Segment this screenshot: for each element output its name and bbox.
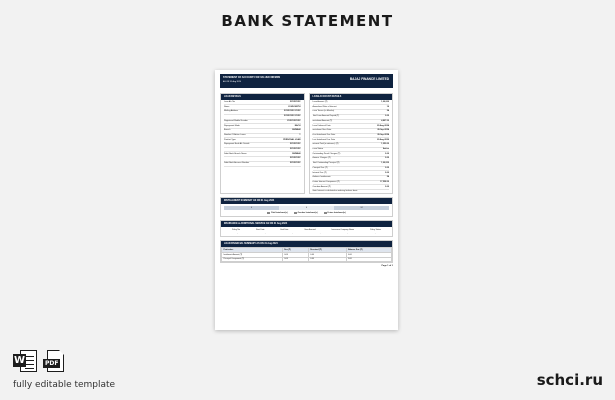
detail-label: Last Instalment Due Date <box>312 138 336 141</box>
detail-label: Debit Bank Account Number <box>224 162 250 165</box>
insurance-values <box>221 232 392 236</box>
detail-label: Instalment Amount (₹) <box>312 119 333 122</box>
legend-overdue: Overdue Instalment(s) <box>294 212 318 214</box>
detail-value: PERSONAL LOAN <box>283 138 301 141</box>
detail-value: MUMBAI <box>292 129 301 132</box>
detail-label: Registered Mobile Number <box>224 119 248 122</box>
detail-label: Mailing Address <box>224 110 239 113</box>
detail-label: Interest Paid (in advance) (₹) <box>312 143 339 146</box>
detail-label: Instalment Start Date <box>312 129 332 132</box>
detail-value: 05-Aug-2026 <box>377 138 389 141</box>
insurance-column-header: Policy No <box>231 228 240 231</box>
detail-value: XXXXXXXX <box>289 143 301 146</box>
statement-title: STATEMENT OF ACCOUNT FOR VALUED MR/MRS <box>223 76 281 79</box>
detail-label: Loan Disbursal Date <box>312 124 331 127</box>
table-cell: 0.00 <box>282 252 308 257</box>
detail-label: Loan A/c No <box>224 101 235 103</box>
insurance-column-header: Insurance Company Name <box>331 228 355 231</box>
insurance-value: - <box>292 233 294 236</box>
table-row <box>222 257 392 262</box>
legend-paid: Paid Instalment(s) <box>267 212 287 214</box>
insurance-value: - <box>237 233 239 236</box>
insurance-section <box>220 220 393 237</box>
table-cell: 0.00 <box>308 257 346 262</box>
loan-account-details-section <box>309 93 394 194</box>
interest-note: Note: Interest is calculated on reducing balance basis <box>312 190 358 193</box>
detail-value: 0.00 <box>385 185 389 188</box>
detail-value: XXXXXXXXXX <box>287 119 301 122</box>
detail-label: Repayment Mode <box>224 124 240 127</box>
detail-label: Interest Due (₹) <box>312 171 327 174</box>
summary-column-header: Particulars <box>222 248 283 253</box>
detail-value: XXXXXXXX XXXX <box>283 115 301 118</box>
page-number: Page 1 of 1 <box>381 265 393 268</box>
detail-value: 24 <box>386 110 389 113</box>
insurance-header: INSURANCE & ADDITIONAL SERVICE AS ON 31 Aug 2024 <box>221 221 392 227</box>
detail-label: Debit Bank Branch Name <box>224 152 247 155</box>
insurance-column-header: Sum Assured <box>304 228 316 231</box>
detail-label: Loan Amount (₹) <box>312 101 328 103</box>
bar-paid: 0 <box>224 206 279 210</box>
insurance-value: - <box>264 233 266 236</box>
legend-future: Future Instalment(s) <box>324 212 346 214</box>
table-cell: Principal Component (₹) <box>222 257 283 262</box>
installment-summary-section <box>220 197 393 217</box>
detail-value: MUMBAI <box>292 152 301 155</box>
detail-label: Branch <box>224 129 231 132</box>
detail-value: XXXXXXXX <box>289 162 301 165</box>
bank-statement-document <box>215 70 398 330</box>
detail-value: XXXXXXXX XXXX <box>283 110 301 113</box>
page-heading: BANK STATEMENT <box>221 12 394 30</box>
detail-value: 1,250.00 <box>381 143 389 146</box>
company-name: BAJAJ FINANCE LIMITED <box>349 77 389 81</box>
detail-label: Loan Tenure (in Months) <box>312 110 335 113</box>
detail-label: Future Interest Component (₹) <box>312 180 340 183</box>
installment-legend <box>221 210 392 216</box>
detail-value: 0.00 <box>385 152 389 155</box>
detail-value: 1,00,000 <box>381 101 389 103</box>
detail-value: 24 <box>386 176 389 179</box>
statement-title-bar <box>220 74 393 88</box>
detail-label: Total Outstanding Principal (₹) <box>312 162 340 165</box>
installment-summary-header: INSTALLMENT SUMMARY AS ON 31 Aug 2024 <box>221 198 392 204</box>
insurance-column-header: Start Date <box>255 228 265 231</box>
financial-summary-section <box>220 240 393 263</box>
detail-label: Repayment Bank A/c Details <box>224 143 250 146</box>
detail-value: XXXXXXXX <box>289 101 301 103</box>
detail-value: 1 <box>299 133 301 136</box>
detail-value: 17,528.00 <box>380 180 389 183</box>
financial-summary-table <box>221 247 392 262</box>
detail-label: Overdue Amount (₹) <box>312 185 331 188</box>
detail-label: Balance Instalments <box>312 176 331 179</box>
detail-value: 0.00 <box>385 171 389 174</box>
detail-value: 0.00 <box>385 166 389 169</box>
bar-future: 24 <box>334 206 389 210</box>
detail-value: XXXXXXXX <box>289 157 301 160</box>
detail-label: Loan Status <box>312 148 324 151</box>
insurance-value: - <box>319 233 321 236</box>
table-cell: 0.00 <box>346 252 391 257</box>
format-icons <box>13 350 67 372</box>
insurance-column-header: Policy Status <box>370 228 381 231</box>
word-file-icon: W <box>13 350 37 372</box>
detail-label: Bounce Charges (₹) <box>312 157 331 160</box>
table-cell: Instalment Amount (₹) <box>222 252 283 257</box>
detail-label: Number Of Active Loans <box>224 133 246 136</box>
financial-summary-header: LOAN FINANCIAL SUMMARY AS ON 31 Aug 2024 <box>221 241 392 247</box>
loan-account-details-header: LOAN ACCOUNT DETAILS <box>310 94 393 100</box>
detail-value: 05-Aug-2024 <box>377 124 389 127</box>
editable-caption: fully editable template <box>13 380 116 390</box>
summary-column-header: Due (₹) <box>282 248 308 253</box>
loan-details-section <box>220 93 305 194</box>
detail-value: 0.00 <box>385 115 389 118</box>
installment-bar <box>224 206 389 210</box>
detail-value: 0.00 <box>385 157 389 160</box>
bar-overdue: 0 <box>279 206 334 210</box>
detail-value: 05-Sep-2024 <box>377 129 389 132</box>
detail-label: Principal Due (₹) <box>312 166 328 169</box>
detail-label: Name <box>224 105 230 108</box>
detail-label: Total Loan Amount Repaid (₹) <box>312 115 340 118</box>
detail-value: 05-Sep-2024 <box>377 133 389 136</box>
detail-label: Outstanding Penal Charges (₹) <box>312 152 341 155</box>
detail-label: Product Type <box>224 138 236 141</box>
statement-date: AS ON 31 Aug 2024 <box>223 80 242 83</box>
table-cell: 0.00 <box>346 257 391 262</box>
insurance-column-header: End Date <box>280 228 289 231</box>
pdf-file-icon: PDF <box>43 350 67 372</box>
detail-label: Annualized Rate of Interest <box>312 105 337 108</box>
table-cell: 0.00 <box>308 252 346 257</box>
summary-column-header: Balance Due (₹) <box>346 248 391 253</box>
detail-value: XXXXXXXX <box>289 148 301 151</box>
detail-value: 16 <box>386 105 389 108</box>
detail-value: NACH <box>294 124 301 127</box>
detail-value: Active <box>382 148 389 151</box>
detail-value: 1,00,000 <box>381 162 389 165</box>
detail-value: JOHN SMITH <box>288 105 301 108</box>
table-cell: 0.00 <box>282 257 308 262</box>
insurance-value: - <box>374 233 376 236</box>
summary-column-header: Received (₹) <box>308 248 346 253</box>
detail-label: First Instalment Due Date <box>312 133 336 136</box>
loan-details-header: LOAN DETAILS <box>221 94 304 100</box>
site-brand: schci.ru <box>536 371 603 389</box>
detail-value: 4,897.00 <box>381 119 389 122</box>
insurance-value: - <box>347 233 349 236</box>
